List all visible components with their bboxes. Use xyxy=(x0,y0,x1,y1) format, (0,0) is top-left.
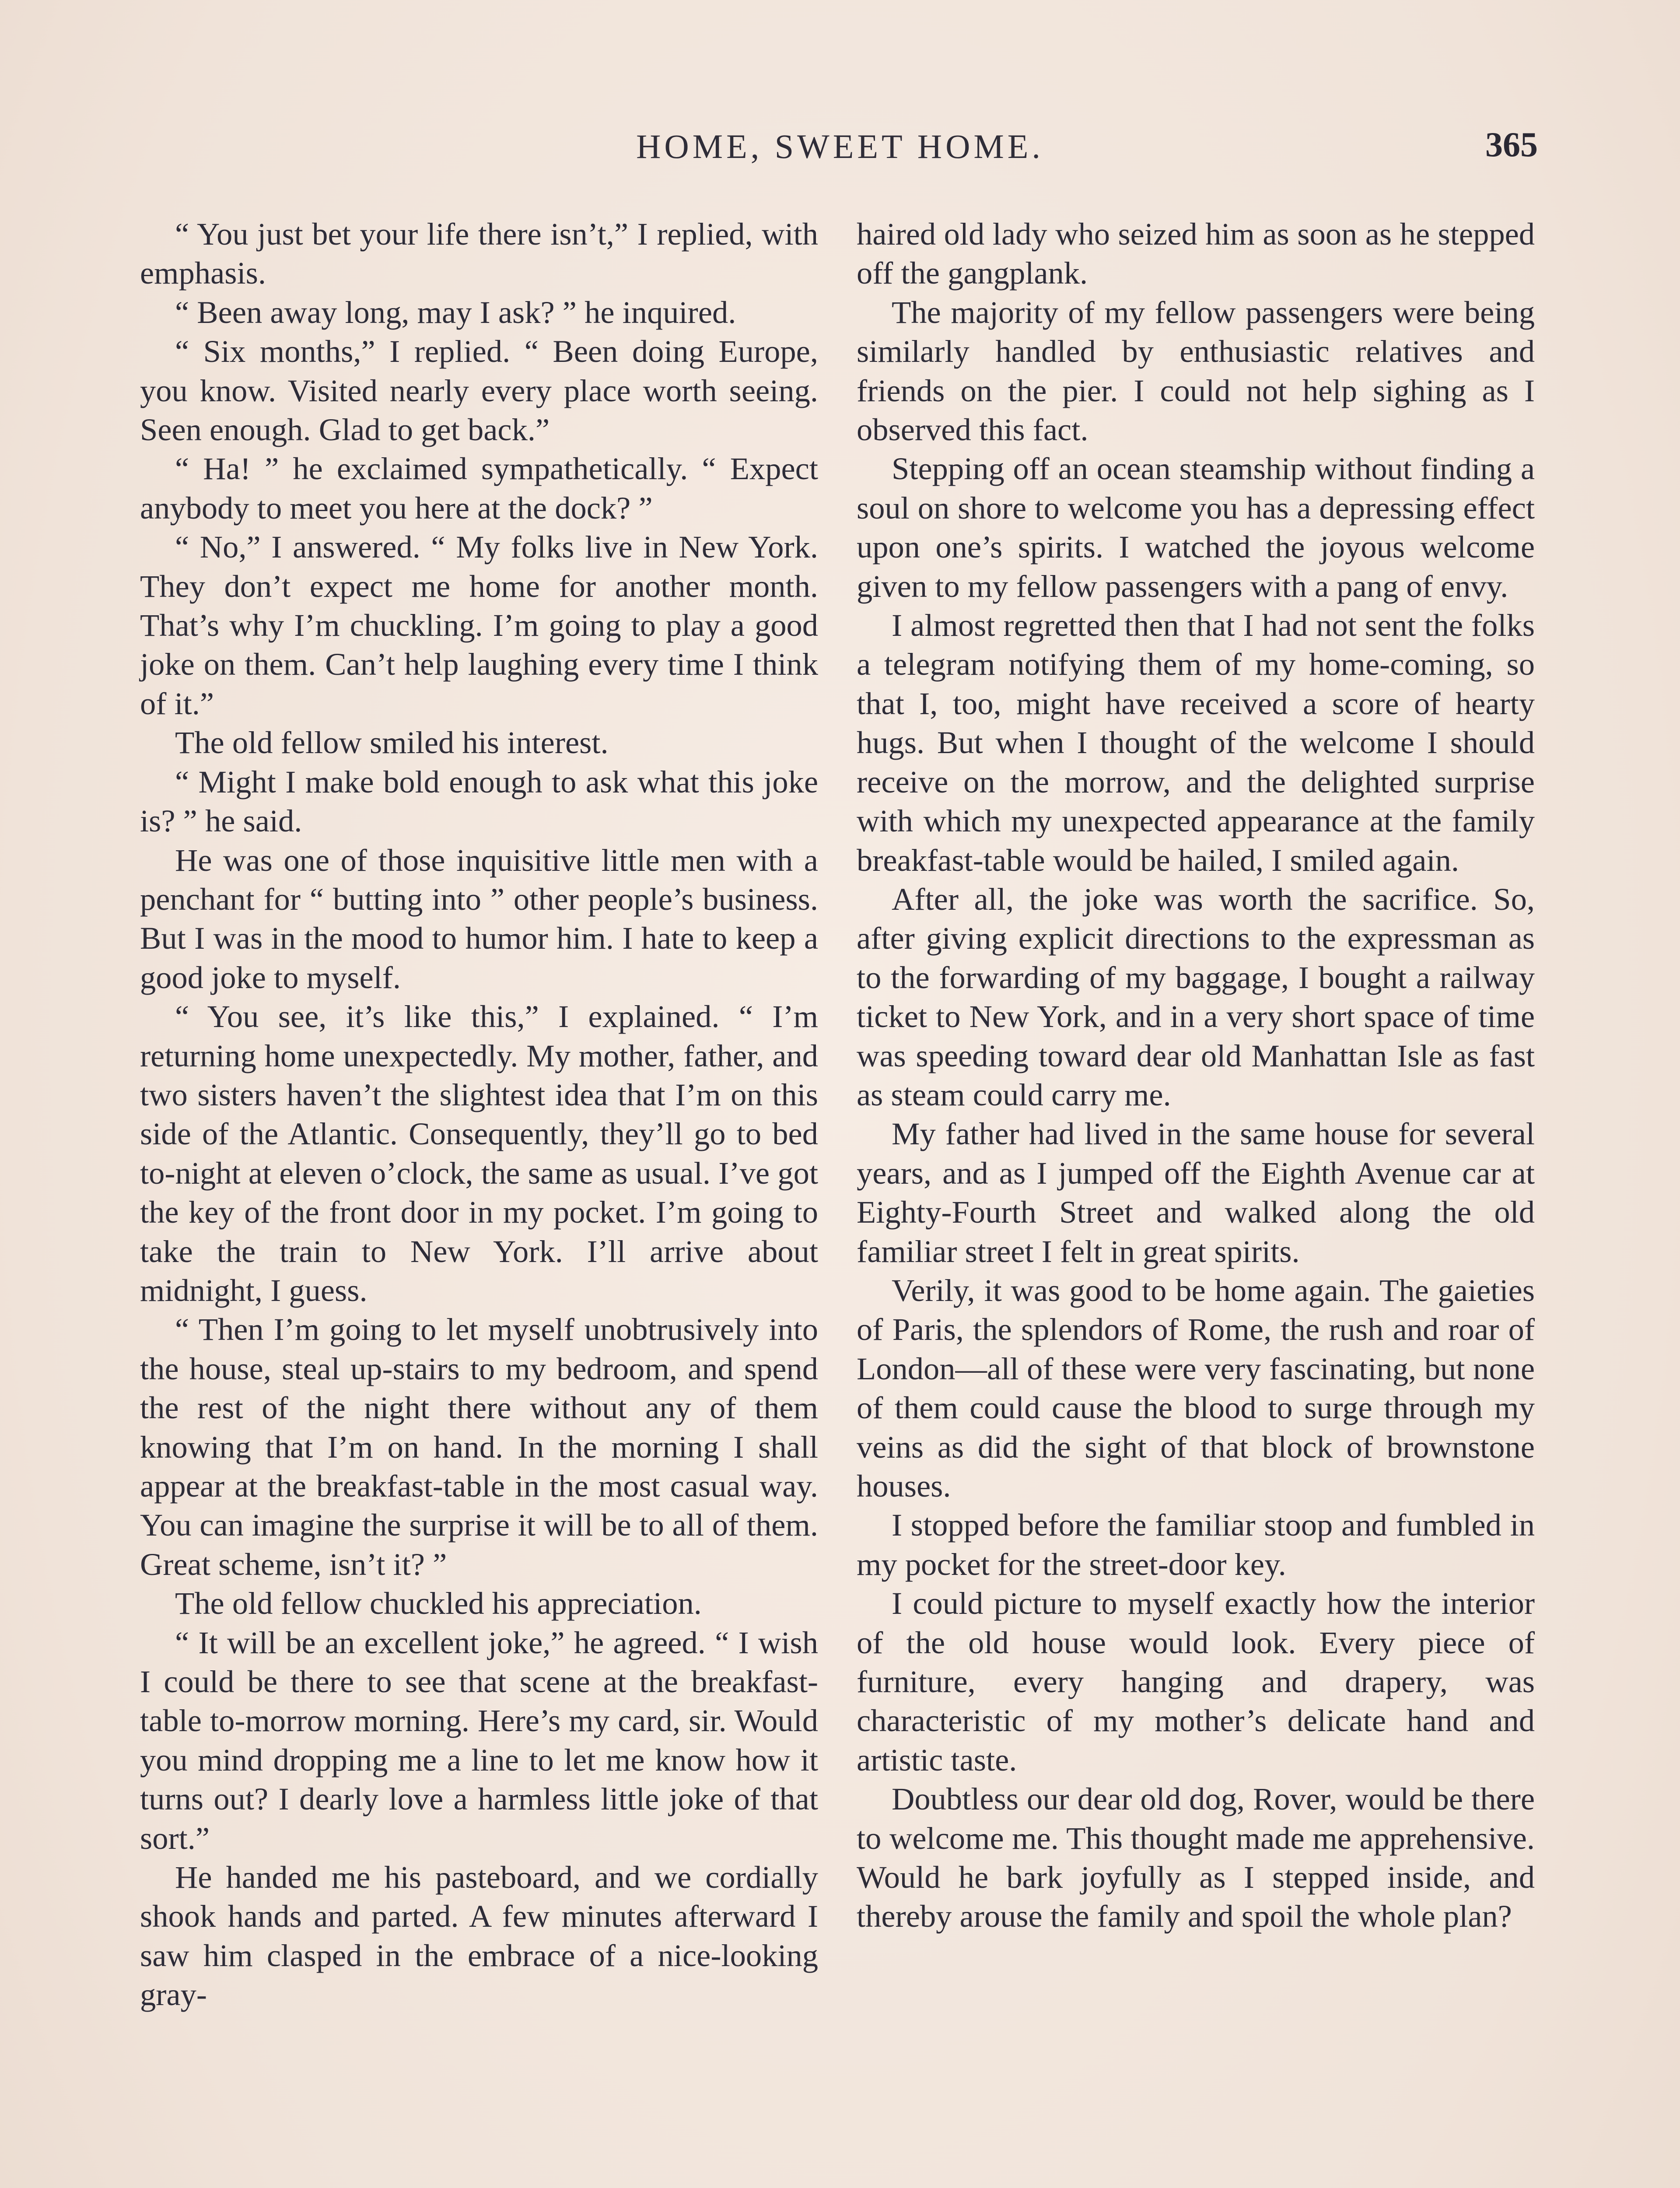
paragraph: I stopped before the familiar stoop and fumbled in my pocket for the street-door key. xyxy=(857,1507,1535,1582)
paragraph: “ Been away long, may I ask? ” he inquired. xyxy=(175,294,736,330)
paragraph: I could picture to myself exactly how the interior of the old house would look. Every piece of furniture, every hanging and drapery, was characteristic of my mother’s delicate hand and artistic taste. xyxy=(857,1585,1535,1778)
paragraph: Stepping off an ocean steamship without finding a soul on shore to welcome you has a depressing effect upon one’s spirits. I watched the joyous welcome given to my fellow passengers with a pang of envy. xyxy=(857,451,1535,604)
paragraph: I almost regretted then that I had not sent the folks a telegram notifying them of my home-coming, so that I, too, might have received a score of hearty hugs. But when I thought of the welcome I should receive on the morrow, and the delighted surprise with which my unexpected appearance at the family breakfast-table would be hailed, I smiled again. xyxy=(857,607,1535,878)
paragraph: My father had lived in the same house for several years, and as I jumped off the Eighth Avenue car at Eighty-Fourth Street and walked along the old familiar street I felt in great spirits. xyxy=(857,1116,1535,1269)
paragraph: “ Six months,” I replied. “ Been doing Europe, you know. Visited nearly every place worth seeing. Seen enough. Glad to get back.” xyxy=(140,333,818,448)
paragraph: “ Ha! ” he exclaimed sympathetically. “ Expect anybody to meet you here at the dock? ” xyxy=(140,451,818,526)
paragraph: He was one of those inquisitive little men with a penchant for “ butting into ” other people’s business. But I was in the mood to humor him. I hate to keep a good joke to myself. xyxy=(140,842,818,995)
paragraph: The majority of my fellow passengers were being similarly handled by enthusiastic relatives and friends on the pier. I could not help sighing as I observed this fact. xyxy=(857,294,1535,448)
running-head: HOME, SWEET HOME. xyxy=(636,127,1044,165)
paragraph: “ Might I make bold enough to ask what this joke is? ” he said. xyxy=(140,764,818,839)
paragraph: The old fellow smiled his interest. xyxy=(175,725,609,761)
paragraph: He handed me his pasteboard, and we cordially shook hands and parted. A few minutes afterward I saw him clasped in the embrace of a nice-looking gray- xyxy=(140,1859,818,2013)
left-column xyxy=(140,214,818,2014)
page-header xyxy=(0,127,1680,179)
page-number: 365 xyxy=(1485,126,1538,164)
paragraph: “ No,” I answered. “ My folks live in New York. They don’t expect me home for another month. That’s why I’m chuckling. I’m going to play a good joke on them. Can’t help laughing every time I think of it.” xyxy=(140,529,818,721)
paragraph: Doubtless our dear old dog, Rover, would be there to welcome me. This thought made me apprehensive. Would he bark joyfully as I stepped inside, and thereby arouse the family and spoil the whole plan? xyxy=(857,1781,1535,1934)
paragraph-continuation: haired old lady who seized him as soon as he stepped off the gangplank. xyxy=(857,216,1535,291)
right-column xyxy=(857,214,1535,1936)
paragraph: “ Then I’m going to let myself unobtrusively into the house, steal up-stairs to my bedroom, and spend the rest of the night there without any of them knowing that I’m on hand. In the morning I shall appear at the breakfast-table in the most casual way. You can imagine the surprise it will be to all of them. Great scheme, isn’t it? ” xyxy=(140,1311,818,1582)
paragraph: After all, the joke was worth the sacrifice. So, after giving explicit directions to the expressman as to the forwarding of my baggage, I bought a railway ticket to New York, and in a very short space of time was speeding toward dear old Manhattan Isle as fast as steam could carry me. xyxy=(857,881,1535,1112)
paragraph: “ It will be an excellent joke,” he agreed. “ I wish I could be there to see that scene at the breakfast-table to-morrow morning. Here’s my card, sir. Would you mind dropping me a line to let me know how it turns out? I dearly love a harmless little joke of that sort.” xyxy=(140,1624,818,1856)
paragraph: The old fellow chuckled his appreciation. xyxy=(175,1585,702,1621)
paragraph: Verily, it was good to be home again. The gaieties of Paris, the splendors of Rome, the rush and roar of London—all of these were very fascinating, but none of them could cause the blood to surge through my veins as did the sight of that block of brownstone houses. xyxy=(857,1272,1535,1504)
paragraph: “ You see, it’s like this,” I explained. “ I’m returning home unexpectedly. My mother, father, and two sisters haven’t the slightest idea that I’m on this side of the Atlantic. Consequently, they’ll go to bed to-night at eleven o’clock, the same as usual. I’ve got the key of the front door in my pocket. I’m going to take the train to New York. I’ll arrive about midnight, I guess. xyxy=(140,999,818,1308)
paragraph: “ You just bet your life there isn’t,” I replied, with emphasis. xyxy=(140,216,818,291)
